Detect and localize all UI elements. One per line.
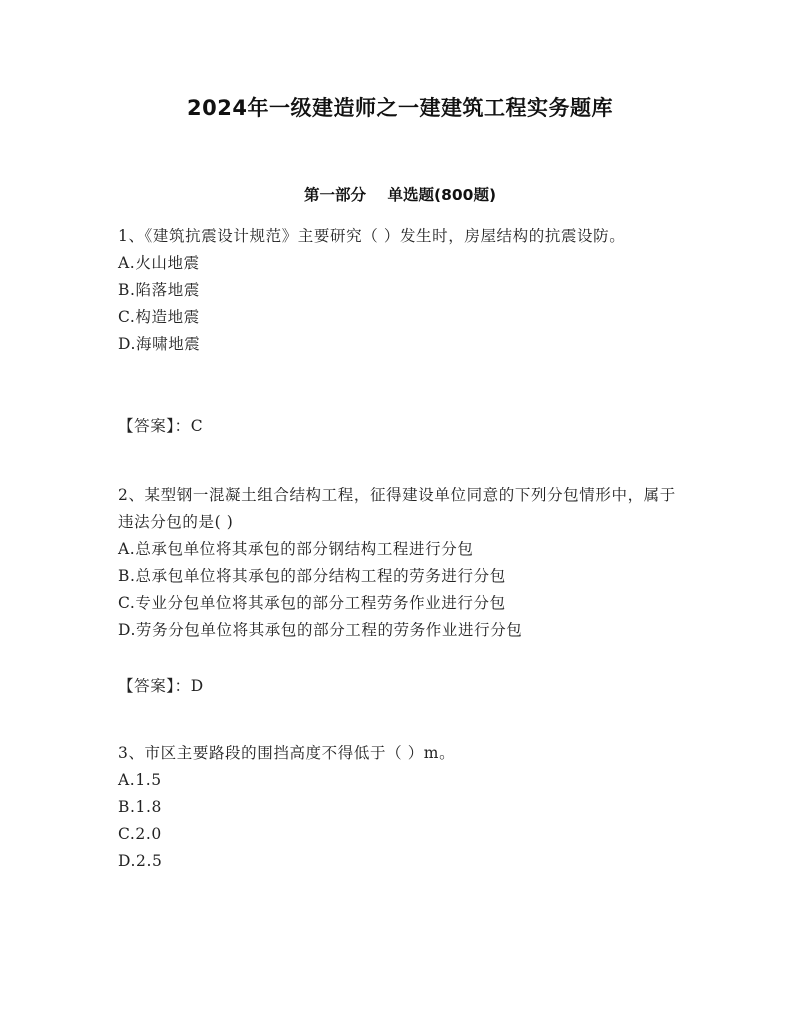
option-d: D.海啸地震 — [118, 335, 201, 353]
section-title: 第一部分 单选题(800题) — [303, 186, 497, 204]
question-2 — [118, 482, 688, 644]
option-a: A.火山地震 — [118, 254, 200, 272]
option-b: B.陷落地震 — [118, 281, 200, 299]
option-c: C.构造地震 — [118, 308, 200, 326]
question-1 — [118, 223, 688, 358]
option-d: D.2.5 — [118, 852, 163, 870]
question-stem: 3、市区主要路段的围挡高度不得低于（ ）m。 — [118, 744, 456, 762]
option-a: A.1.5 — [118, 771, 162, 789]
option-c: C.专业分包单位将其承包的部分工程劳务作业进行分包 — [118, 594, 506, 612]
option-c: C.2.0 — [118, 825, 162, 843]
answer-1: 【答案】：C — [118, 417, 204, 435]
option-d: D.劳务分包单位将其承包的部分工程的劳务作业进行分包 — [118, 621, 523, 639]
question-3 — [118, 740, 688, 875]
option-b: B.总承包单位将其承包的部分结构工程的劳务进行分包 — [118, 567, 506, 585]
question-stem: 1、《建筑抗震设计规范》主要研究（ ）发生时，房屋结构的抗震设防。 — [118, 227, 626, 245]
option-b: B.1.8 — [118, 798, 162, 816]
question-stem: 2、某型钢一混凝土组合结构工程，征得建设单位同意的下列分包情形中，属于违法分包的是( ) — [118, 486, 676, 531]
document-title: 2024年一级建造师之一建建筑工程实务题库 — [187, 96, 613, 120]
option-a: A.总承包单位将其承包的部分钢结构工程进行分包 — [118, 540, 474, 558]
answer-2: 【答案】：D — [118, 677, 204, 695]
